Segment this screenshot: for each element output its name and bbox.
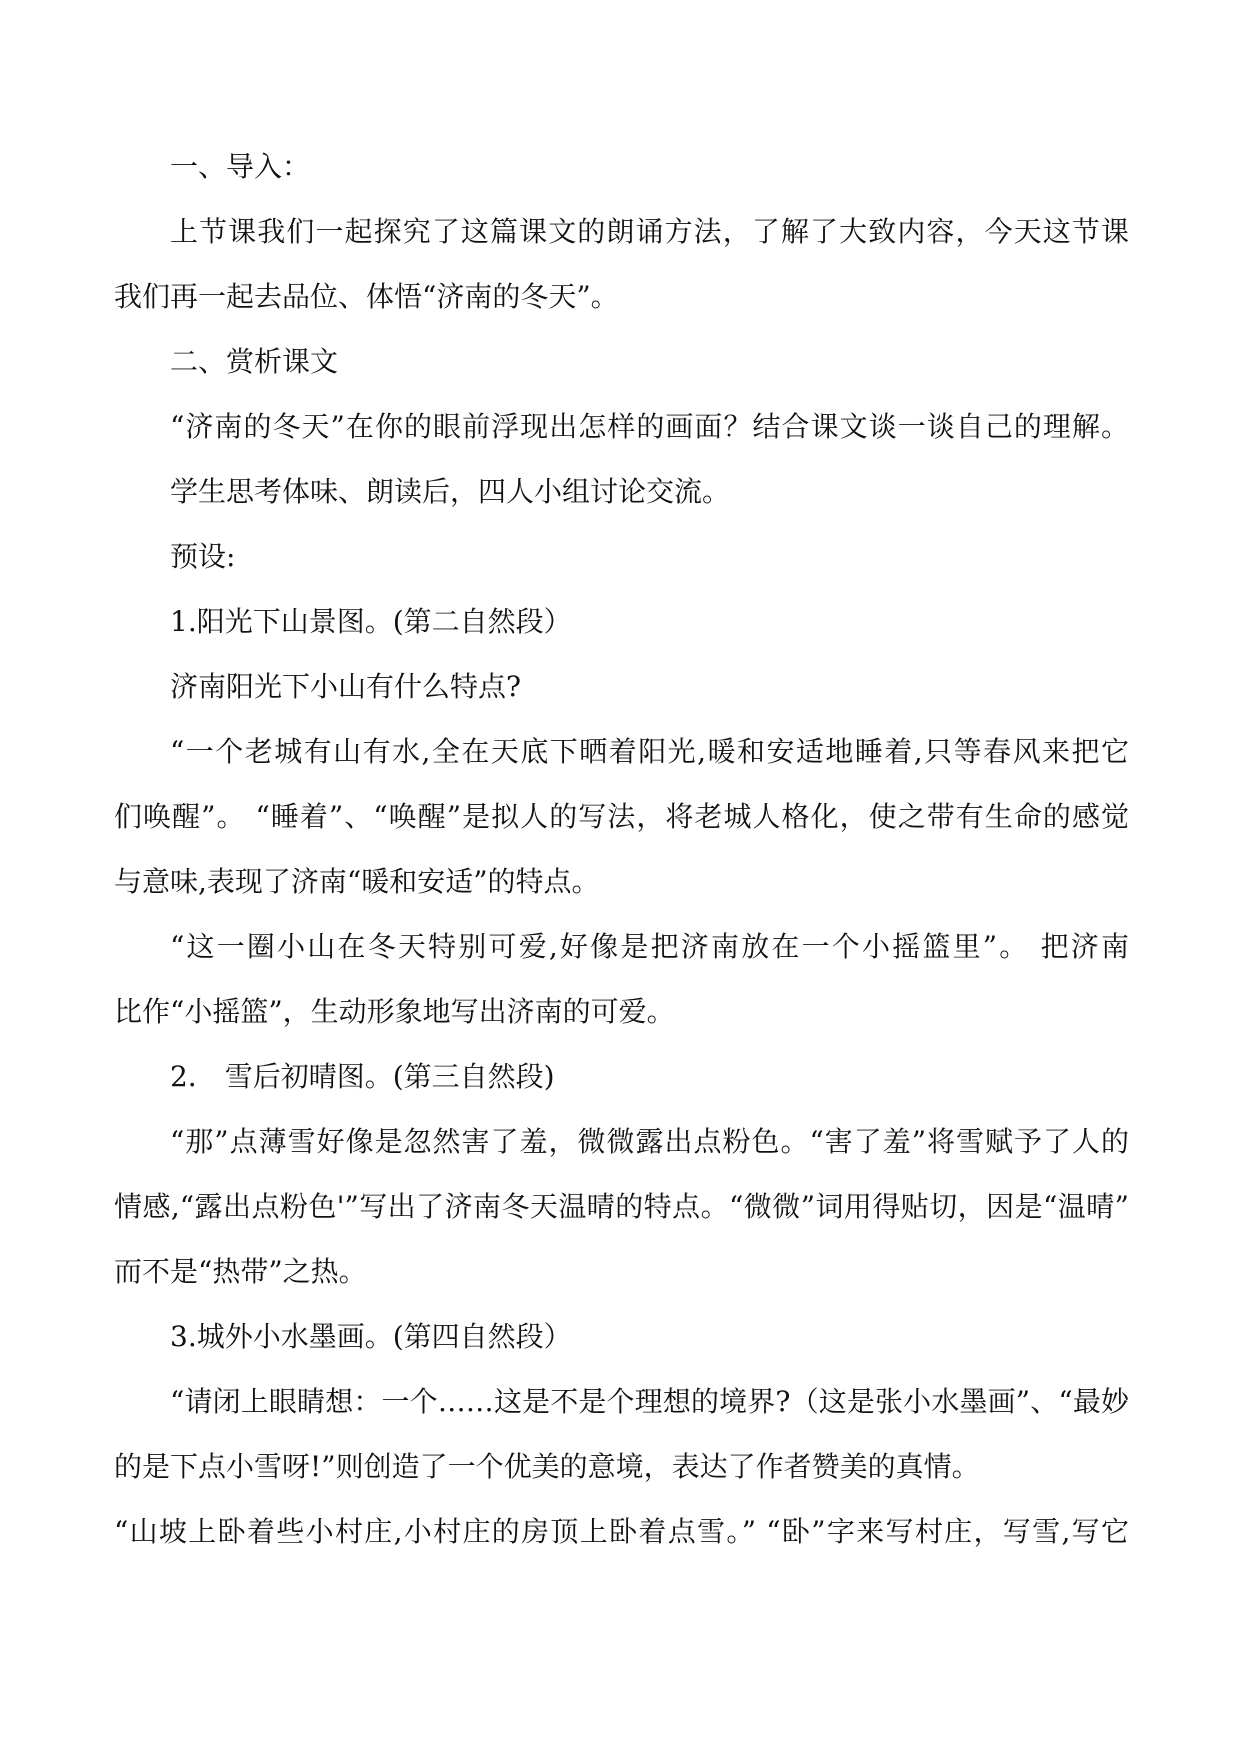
paragraph-line: “济南的冬天”在你的眼前浮现出怎样的画面？结合课文谈一谈自己的理解。: [170, 410, 1129, 443]
paragraph-line: “山坡上卧着些小村庄,小村庄的房顶上卧着点雪。” “卧”字来写村庄，写雪,写它: [114, 1515, 1129, 1548]
paragraph-line: 与意味,表现了济南“暖和安适”的特点。: [114, 865, 600, 898]
paragraph-line: 们唤醒”。 “睡着”、“唤醒”是拟人的写法，将老城人格化，使之带有生命的感觉: [114, 800, 1129, 833]
paragraph-line: “请闭上眼睛想：一个……这是不是个理想的境界?（这是张小水墨画”、“最妙: [170, 1385, 1129, 1418]
paragraph-line: 上节课我们一起探究了这篇课文的朗诵方法，了解了大致内容，今天这节课: [170, 215, 1129, 248]
section-heading: 2． 雪后初晴图。(第三自然段): [170, 1060, 555, 1093]
paragraph-line: 的是下点小雪呀!”则创造了一个优美的意境，表达了作者赞美的真情。: [114, 1450, 980, 1483]
section-heading: 3.城外小水墨画。(第四自然段）: [170, 1320, 572, 1353]
paragraph-line: “那”点薄雪好像是忽然害了羞，微微露出点粉色。“害了羞”将雪赋予了人的: [170, 1125, 1129, 1158]
paragraph-line: “这一圈小山在冬天特别可爱,好像是把济南放在一个小摇篮里”。 把济南: [170, 930, 1129, 963]
heading-analysis: 二、赏析课文: [170, 345, 339, 378]
paragraph-line: 我们再一起去品位、体悟“济南的冬天”。: [114, 280, 619, 313]
paragraph-line: 而不是“热带”之热。: [114, 1255, 367, 1288]
paragraph-line: “一个老城有山有水,全在天底下晒着阳光,暖和安适地睡着,只等春风来把它: [170, 735, 1129, 768]
section-heading: 1.阳光下山景图。(第二自然段）: [170, 605, 572, 638]
paragraph-line: 学生思考体味、朗读后，四人小组讨论交流。: [170, 475, 731, 508]
paragraph-line: 情感,“露出点粉色'”写出了济南冬天温晴的特点。“微微”词用得贴切，因是“温晴”: [114, 1190, 1129, 1223]
heading-intro: 一、导入：: [170, 150, 311, 183]
paragraph-line: 济南阳光下小山有什么特点?: [170, 670, 522, 703]
paragraph-line: 比作“小摇篮”，生动形象地写出济南的可爱。: [114, 995, 675, 1028]
paragraph-line: 预设:: [170, 540, 236, 573]
